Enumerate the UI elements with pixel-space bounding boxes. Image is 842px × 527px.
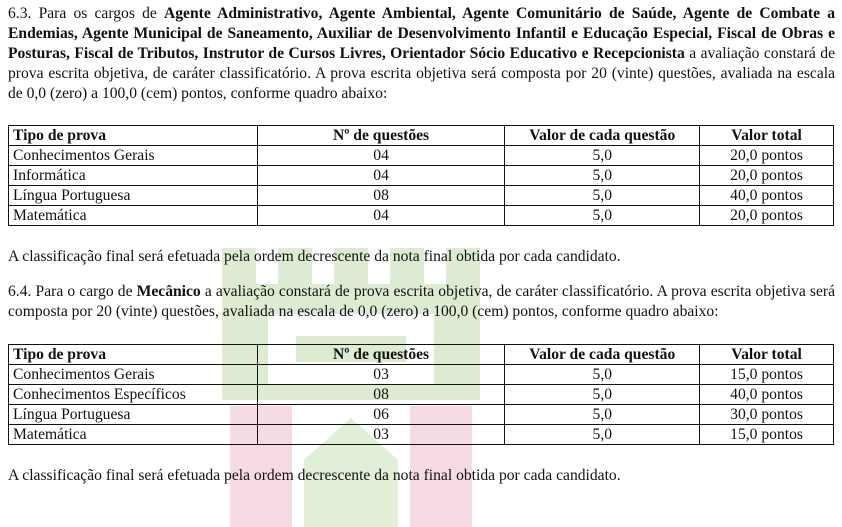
header-num-questoes: Nº de questões <box>257 126 505 146</box>
cell-questoes: 04 <box>257 166 505 186</box>
role-name: Mecânico <box>136 283 201 300</box>
exam-table-6-3 <box>8 125 834 226</box>
cell-tipo: Língua Portuguesa <box>9 186 258 206</box>
header-valor-total: Valor total <box>700 345 834 365</box>
cell-questoes: 04 <box>257 146 505 166</box>
header-valor-total: Valor total <box>700 126 834 146</box>
header-valor-questao: Valor de cada questão <box>505 126 700 146</box>
cell-tipo: Conhecimentos Gerais <box>9 146 258 166</box>
cell-total: 40,0 pontos <box>700 385 834 405</box>
table-row <box>9 385 834 405</box>
table-row <box>9 365 834 385</box>
cell-questoes: 08 <box>257 385 505 405</box>
table-row <box>9 425 834 445</box>
table-row <box>9 206 834 226</box>
cell-valor: 5,0 <box>505 166 700 186</box>
cell-questoes: 08 <box>257 186 505 206</box>
table-header-row <box>9 345 834 365</box>
cell-total: 40,0 pontos <box>700 186 834 206</box>
cell-questoes: 03 <box>257 365 505 385</box>
cell-questoes: 06 <box>257 405 505 425</box>
header-tipo-de-prova: Tipo de prova <box>9 126 258 146</box>
section-6-3-paragraph <box>8 4 835 104</box>
cell-tipo: Matemática <box>9 425 258 445</box>
classification-note: A classificação final será efetuada pela ordem decrescente da nota final obtida por cada candidato. <box>8 467 621 484</box>
table-row <box>9 146 834 166</box>
header-tipo-de-prova: Tipo de prova <box>9 345 258 365</box>
cell-questoes: 04 <box>257 206 505 226</box>
header-valor-questao: Valor de cada questão <box>505 345 700 365</box>
cell-valor: 5,0 <box>505 385 700 405</box>
cell-total: 20,0 pontos <box>700 146 834 166</box>
cell-total: 30,0 pontos <box>700 405 834 425</box>
cell-total: 15,0 pontos <box>700 365 834 385</box>
classification-note: A classificação final será efetuada pela ordem decrescente da nota final obtida por cada candidato. <box>8 248 621 265</box>
cell-tipo: Conhecimentos Gerais <box>9 365 258 385</box>
paragraph-intro: Para o cargo de <box>35 283 133 300</box>
cell-valor: 5,0 <box>505 425 700 445</box>
cell-valor: 5,0 <box>505 186 700 206</box>
section-number: 6.3. <box>8 5 32 22</box>
cell-total: 20,0 pontos <box>700 206 834 226</box>
table-header-row <box>9 126 834 146</box>
table-row <box>9 186 834 206</box>
cell-questoes: 03 <box>257 425 505 445</box>
cell-tipo: Língua Portuguesa <box>9 405 258 425</box>
cell-total: 20,0 pontos <box>700 166 834 186</box>
cell-total: 15,0 pontos <box>700 425 834 445</box>
table-row <box>9 405 834 425</box>
cell-valor: 5,0 <box>505 206 700 226</box>
section-6-4-paragraph <box>8 282 835 322</box>
paragraph-body: a avaliação constará de prova escrita objetiva, de caráter classificatório. A prova escrita objetiva será composta por 20 (vinte) questões, avaliada na escala de 0,0 (zero) a 100,0 (cem) pontos, conforme quadro abaixo: <box>8 283 836 320</box>
cell-tipo: Conhecimentos Específicos <box>9 385 258 405</box>
cell-valor: 5,0 <box>505 365 700 385</box>
paragraph-body: a avaliação constará de prova escrita objetiva, de caráter classificatório. A prova escrita objetiva será composta por 20 (vinte) questões, avaliada na escala de 0,0 (zero) a 100,0 (cem) pontos, conforme quadro abaixo: <box>8 45 835 102</box>
table-row <box>9 166 834 186</box>
cell-valor: 5,0 <box>505 405 700 425</box>
header-num-questoes: Nº de questões <box>257 345 505 365</box>
section-number: 6.4. <box>8 283 32 300</box>
cell-tipo: Matemática <box>9 206 258 226</box>
exam-table-6-4 <box>8 344 834 445</box>
roles-list: Agente Administrativo, Agente Ambiental, Agente Comunitário de Saúde, Agente de Combate a Endemias, Agente Municipal de Saneamento, Auxiliar de Desenvolvimento Infantil e Educação Especial, Fiscal de Obras e Posturas, Fiscal de Tributos, Instrutor de Cursos Livres, Orientador Sócio Educativo e Recepcionista <box>8 5 836 62</box>
paragraph-intro: Para os cargos de <box>38 5 157 22</box>
cell-tipo: Informática <box>9 166 258 186</box>
cell-valor: 5,0 <box>505 146 700 166</box>
